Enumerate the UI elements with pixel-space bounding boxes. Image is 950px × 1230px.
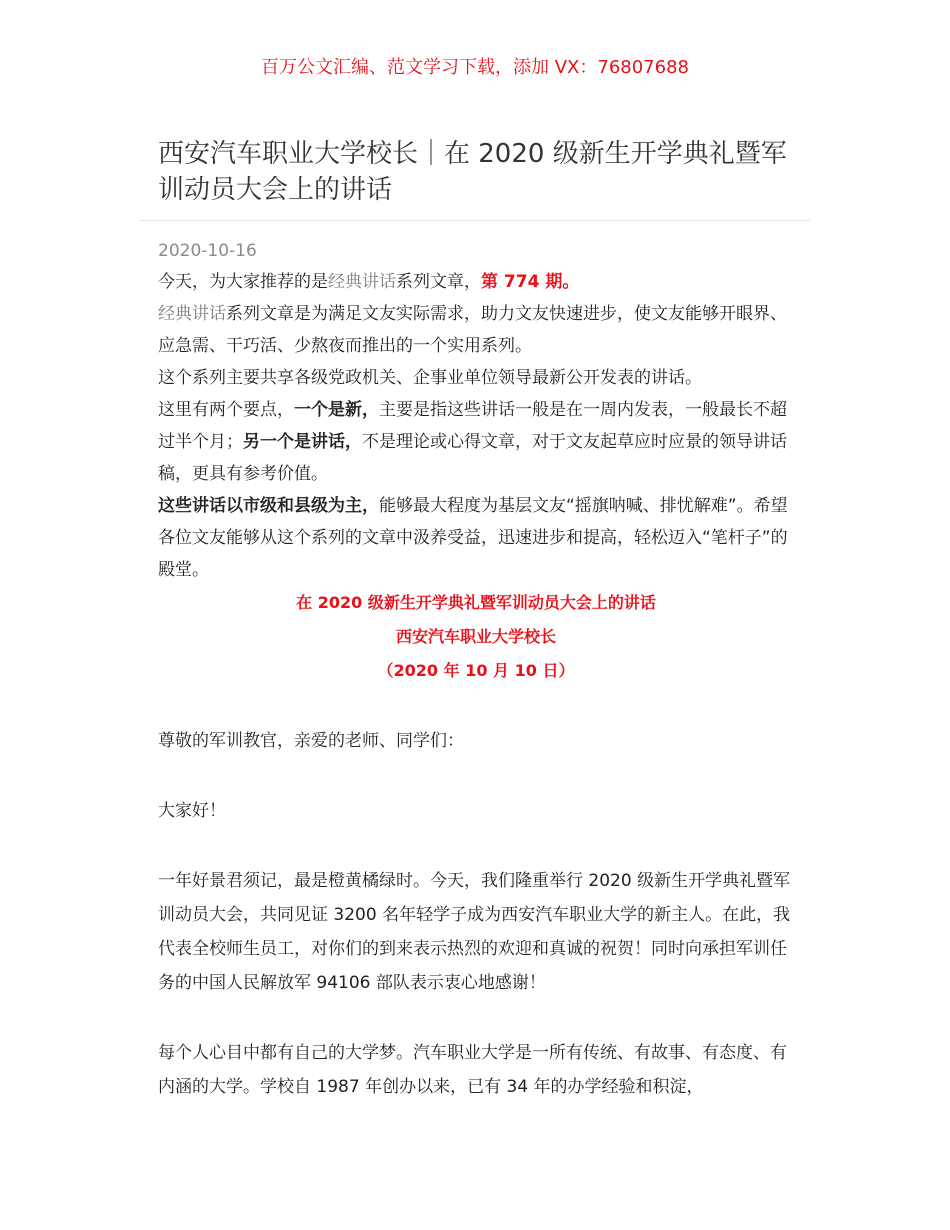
paragraph-gap (158, 828, 794, 864)
intro-text: 今天，为大家推荐的是 (158, 272, 328, 292)
key-point-new: 一个是新， (294, 400, 379, 420)
speech-heading: 在 2020 级新生开学典礼暨军训动员大会上的讲话 (296, 593, 656, 612)
intro-paragraph-4 (158, 394, 794, 490)
title-divider (140, 220, 810, 221)
article-body (158, 266, 794, 1104)
article-title: 西安汽车职业大学校长｜在 2020 级新生开学典礼暨军训动员大会上的讲话 (158, 139, 787, 205)
speech-speaker: 西安汽车职业大学校长 (395, 627, 556, 646)
intro-paragraph-3: 这个系列主要共享各级党政机关、企事业单位领导最新公开发表的讲话。 (158, 368, 702, 388)
intro-paragraph-2 (158, 298, 794, 362)
speech-paragraph-1: 一年好景君须记，最是橙黄橘绿时。今天，我们隆重举行 2020 级新生开学典礼暨军训动员大会，共同见证 3200 名年轻学子成为西安汽车职业大学的新主人。在此，我代表全校师生员工，对你们的到来表示热烈的欢迎和真诚的祝贺！同时向承担军训任务的中国人民解放军 94106 部队表示衷心地感谢！ (158, 871, 791, 993)
speech-greeting: 大家好！ (158, 801, 226, 821)
speech-body (158, 688, 794, 1104)
intro-text: 这里有两个要点， (158, 400, 294, 420)
intro-text: 能够最大程度为基层文友“摇旗呐喊、排忧解难”。希望各位文友能够从这个系列的文章中汲养受益，迅速进步和提高，轻松迈入“笔杆子”的殿堂。 (158, 496, 788, 580)
speech-date: （2020 年 10 月 10 日） (377, 661, 575, 680)
promo-banner: 百万公文汇编、范文学习下载，添加 VX：76807688 (261, 57, 689, 78)
intro-paragraph-1 (158, 266, 794, 298)
intro-paragraph-5 (158, 490, 794, 586)
intro-text: 系列文章是为满足文友实际需求，助力文友快速进步，使文友能够开眼界、应急需、干巧活、少熬夜而推出的一个实用系列。 (158, 304, 787, 356)
series-name: 经典讲话 (328, 272, 396, 292)
intro-text: 主要是指这些讲话一般是在一周内发表，一般最长不超过半个月； (158, 400, 787, 452)
key-point-level: 这些讲话以市级和县级为主， (158, 496, 379, 516)
speech-salutation: 尊敬的军训教官，亲爱的老师、同学们： (158, 731, 464, 751)
speech-paragraph-2: 每个人心目中都有自己的大学梦。汽车职业大学是一所有传统、有故事、有态度、有内涵的大学。学校自 1987 年创办以来，已有 34 年的办学经验和积淀， (158, 1043, 787, 1097)
intro-text: 不是理论或心得文章，对于文友起草应时应景的领导讲话稿，更具有参考价值。 (158, 432, 787, 484)
intro-text: 系列文章， (396, 272, 481, 292)
issue-number: 第 774 期。 (481, 272, 580, 292)
series-name: 经典讲话 (158, 304, 226, 324)
paragraph-gap (158, 688, 794, 724)
paragraph-gap (158, 1000, 794, 1036)
article-date: 2020-10-16 (158, 241, 257, 261)
key-point-speech: 另一个是讲话， (243, 432, 362, 452)
paragraph-gap (158, 758, 794, 794)
